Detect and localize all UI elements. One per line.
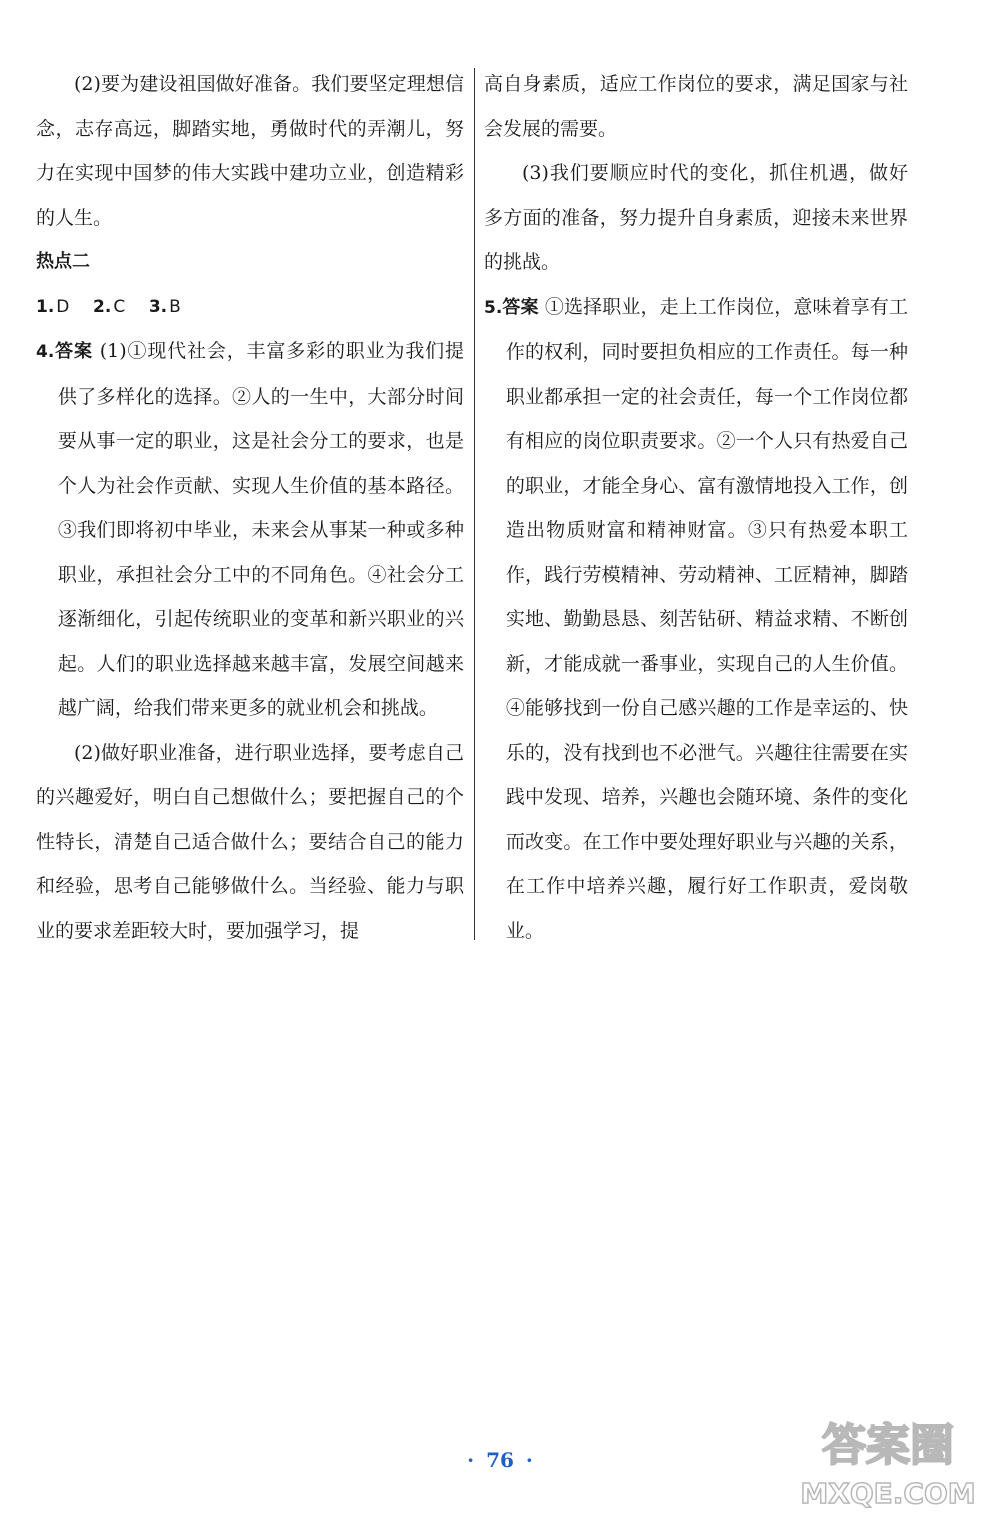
right-column: [484, 62, 908, 953]
paragraph: (2)要为建设祖国做好准备。我们要坚定理想信念，志存高远，脚踏实地，勇做时代的弄潮儿，努力在实现中国梦的伟大实践中建功立业，创造精彩的人生。: [36, 73, 464, 229]
question-number: 5.: [484, 297, 503, 318]
page-number: 76: [486, 1448, 514, 1472]
answer-letter: C: [113, 296, 126, 317]
question-number: 3.: [148, 296, 168, 317]
question-number: 4.: [36, 342, 55, 362]
multiple-choice-answers: [36, 285, 464, 330]
answer-text: (1)①现代社会，丰富多彩的职业为我们提供了多样化的选择。②人的一生中，大部分时间要从事一定的职业，这是社会分工的要求，也是个人为社会作贡献、实现人生价值的基本路径。③我们即将初中毕业，未来会从事某一种或多种职业，承担社会分工中的不同角色。④社会分工逐渐细化，引起传统职业的变革和新兴职业的兴起。人们的职业选择越来越丰富，发展空间越来越广阔，给我们带来更多的就业机会和挑战。: [57, 340, 465, 719]
footer-dot: ·: [467, 1448, 475, 1472]
answer-letter: D: [56, 296, 70, 317]
question-4-answer: [36, 329, 464, 731]
left-column: [36, 62, 464, 953]
watermark-logo-text: 答案圈: [822, 1420, 954, 1471]
watermark-url-text: MXQE.COM: [800, 1477, 976, 1510]
answer-text: ①选择职业，走上工作岗位，意味着享有工作的权利，同时要担负相应的工作责任。每一种职业都承担一定的社会责任，每一个工作岗位都有相应的岗位职责要求。②一个人只有热爱自己的职业，才能全身心、富有激情地投入工作，创造出物质财富和精神财富。③只有热爱本职工作，践行劳模精神、劳动精神、工匠精神，脚踏实地、勤勤恳恳、刻苦钻研、精益求精、不断创新，才能成就一番事业，实现自己的人生价值。④能够找到一份自己感兴趣的工作是幸运的、快乐的，没有找到也不必泄气。兴趣往往需要在实践中发现、培养，兴趣也会随环境、条件的变化而改变。在工作中要处理好职业与兴趣的关系，在工作中培养兴趣，履行好工作职责，爱岗敬业。: [505, 295, 909, 942]
paragraph: (2)做好职业准备，进行职业选择，要考虑自己的兴趣爱好，明白自己想做什么；要把握自己的个性特长，清楚自己适合做什么；要结合自己的能力和经验，思考自己能够做什么。当经验、能力与职业的要求差距较大时，要加强学习，提: [36, 741, 464, 942]
answer-letter: B: [169, 296, 181, 317]
footer-dot: ·: [525, 1448, 533, 1472]
section-heading: 热点二: [36, 251, 90, 272]
paragraph: (3)我们要顺应时代的变化，抓住机遇，做好多方面的准备，努力提升自身素质，迎接未来世界的挑战。: [484, 162, 908, 273]
watermark-logo: [788, 1405, 988, 1515]
answer-label: 答案: [502, 296, 539, 318]
question-number: 2.: [93, 296, 112, 317]
question-5-answer: [484, 285, 908, 954]
paragraph: 高自身素质，适应工作岗位的要求，满足国家与社会发展的需要。: [484, 73, 908, 140]
answer-label: 答案: [54, 341, 93, 362]
column-divider: [474, 68, 475, 940]
question-number: 1.: [36, 296, 55, 317]
